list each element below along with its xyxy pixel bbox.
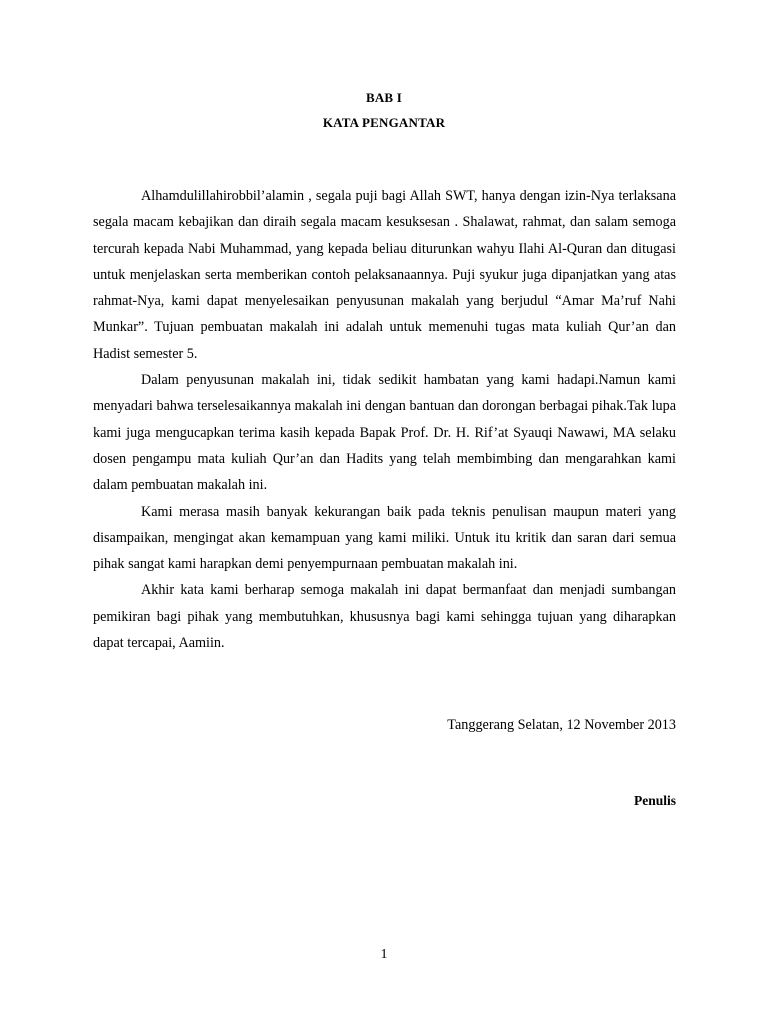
paragraph: Alhamdulillahirobbil’alamin , segala puji bagi Allah SWT, hanya dengan izin-Nya terlaksana segala macam kebajikan dan diraih segala macam kesuksesan . Shalawat, rahmat, dan salam semoga tercurah kepada Nabi Muhammad, yang kepada beliau diturunkan wahyu Ilahi Al-Quran dan ditugasi untuk menjelaskan serta memberikan contoh pelaksanaannya. Puji syukur juga dipanjatkan yang atas rahmat-Nya, kami dapat menyelesaikan penyusunan makalah yang berjudul “Amar Ma’ruf Nahi Munkar”. Tujuan pembuatan makalah ini adalah untuk memenuhi tugas mata kuliah Qur’an dan Hadist semester 5. xyxy=(93,188,676,362)
place-date: Tanggerang Selatan, 12 November 2013 xyxy=(447,717,676,733)
paragraph: Kami merasa masih banyak kekurangan baik pada teknis penulisan maupun materi yang disampaikan, mengingat akan kemampuan yang kami miliki. Untuk itu kritik dan saran dari semua pihak sangat kami harapkan demi penyempurnaan pembuatan makalah ini. xyxy=(93,503,676,573)
paragraph: Dalam penyusunan makalah ini, tidak sedikit hambatan yang kami hadapi.Namun kami menyadari bahwa terselesaikannya makalah ini dengan bantuan dan dorongan berbagai pihak.Tak lupa kami juga mengucapkan terima kasih kepada Bapak Prof. Dr. H. Rif’at Syauqi Nawawi, MA selaku dosen pengampu mata kuliah Qur’an dan Hadits yang telah membimbing dan mengarahkan kami dalam pembuatan makalah ini. xyxy=(93,372,676,494)
paragraph: Akhir kata kami berharap semoga makalah ini dapat bermanfaat dan menjadi sumbangan pemikiran bagi pihak yang membutuhkan, khususnya bagi kami sehingga tujuan yang diharapkan dapat tercapai, Aamiin. xyxy=(93,582,676,652)
body-text xyxy=(93,183,676,656)
page-title: KATA PENGANTAR xyxy=(322,115,446,130)
chapter-heading: BAB I xyxy=(365,90,403,105)
page-number: 1 xyxy=(380,947,388,962)
author-signature: Penulis xyxy=(633,793,676,808)
